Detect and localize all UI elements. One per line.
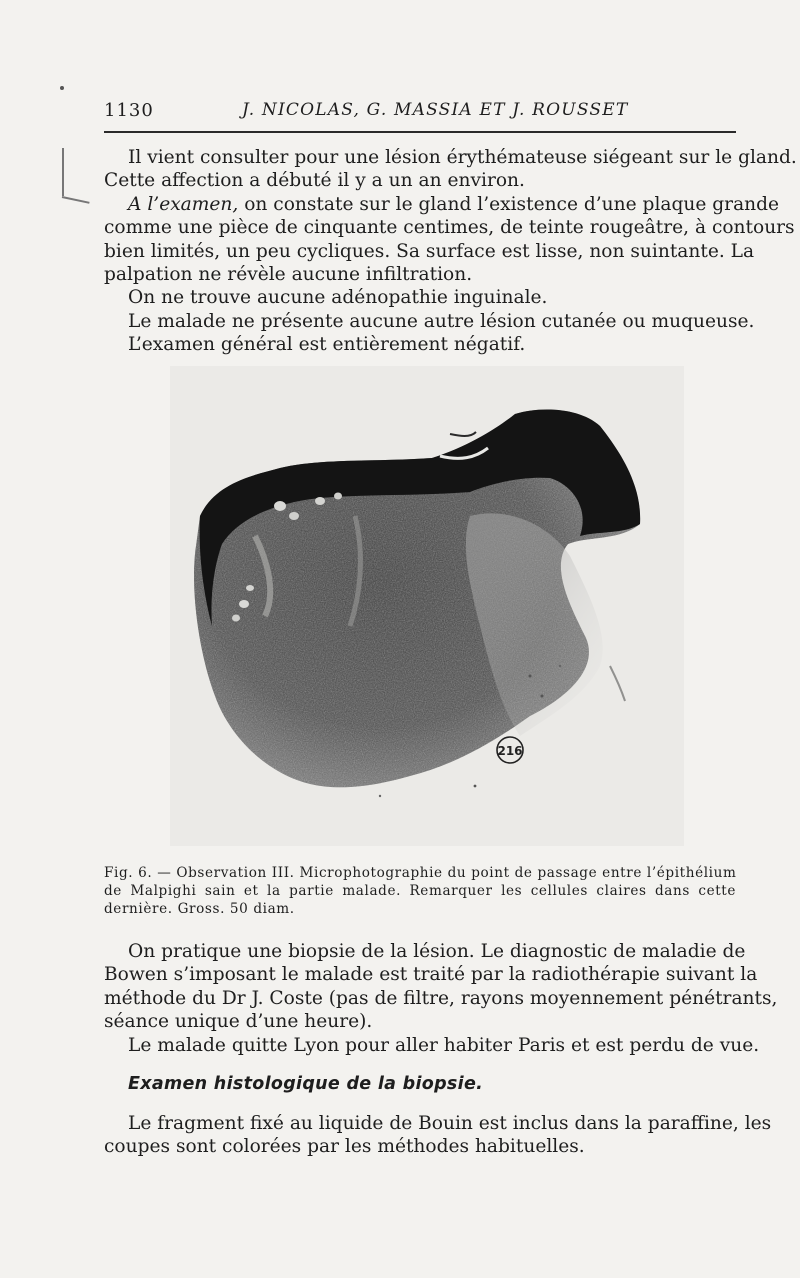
text-line: bien limités, un peu cycliques. Sa surface est lisse, non suintante. La	[104, 240, 755, 262]
plate-number-stamp	[497, 737, 523, 763]
text-line: coupes sont colorées par les méthodes habituelles.	[104, 1136, 585, 1158]
figure-caption	[104, 864, 736, 918]
caption-line: Fig. 6. — Observation III. Microphotographie du point de passage entre l’épithélium	[104, 865, 737, 881]
margin-pencil-mark-tail	[62, 196, 90, 204]
caption-line: de Malpighi sain et la partie malade. Remarquer les cellules claires dans cette	[104, 883, 736, 899]
text-line: L’examen général est entièrement négatif.	[128, 334, 526, 356]
text-line-examen	[104, 193, 780, 216]
text-line: On ne trouve aucune adénopathie inguinale.	[128, 287, 548, 309]
text-line: Le malade ne présente aucune autre lésion cutanée ou muqueuse.	[128, 310, 755, 332]
text-fragment: on constate sur le gland l’existence d’une plaque grande	[238, 193, 780, 215]
micrograph-image	[170, 366, 684, 846]
micrograph-figure	[170, 366, 684, 846]
text-line: méthode du Dr J. Coste (pas de filtre, rayons moyennement pénétrants,	[104, 987, 778, 1009]
text-line: comme une pièce de cinquante centimes, de teinte rougeâtre, à contours	[104, 217, 795, 239]
margin-dot	[60, 86, 64, 90]
page-number: 1130	[104, 100, 154, 121]
text-line: Le malade quitte Lyon pour aller habiter Paris et est perdu de vue.	[128, 1034, 760, 1056]
text-line: Il vient consulter pour une lésion érythémateuse siégeant sur le gland.	[128, 147, 797, 168]
plate-number-label: 216	[497, 744, 523, 758]
text-line: Bowen s’imposant le malade est traité par la radiothérapie suivant la	[104, 964, 758, 986]
clear-cell-cluster	[274, 501, 286, 511]
text-line: Cette affection a débuté il y a un an environ.	[104, 170, 525, 192]
running-head-authors: J. NICOLAS, G. MASSIA ET J. ROUSSET	[242, 100, 629, 120]
text-line: Le fragment fixé au liquide de Bouin est inclus dans la paraffine, les	[128, 1113, 772, 1134]
text-line: palpation ne révèle aucune infiltration.	[104, 264, 473, 286]
histology-text	[104, 1112, 772, 1159]
observation-text	[104, 146, 797, 357]
header-rule	[104, 131, 736, 133]
italic-phrase: A l’examen,	[128, 193, 239, 215]
running-header	[104, 100, 736, 128]
treatment-text	[104, 940, 778, 1057]
text-line: On pratique une biopsie de la lésion. Le diagnostic de maladie de	[128, 941, 746, 962]
text-line: séance unique d’une heure).	[104, 1011, 373, 1033]
section-heading: Examen histologique de la biopsie.	[128, 1074, 484, 1094]
caption-line: dernière. Gross. 50 diam.	[104, 901, 295, 917]
margin-pencil-mark	[62, 148, 64, 196]
